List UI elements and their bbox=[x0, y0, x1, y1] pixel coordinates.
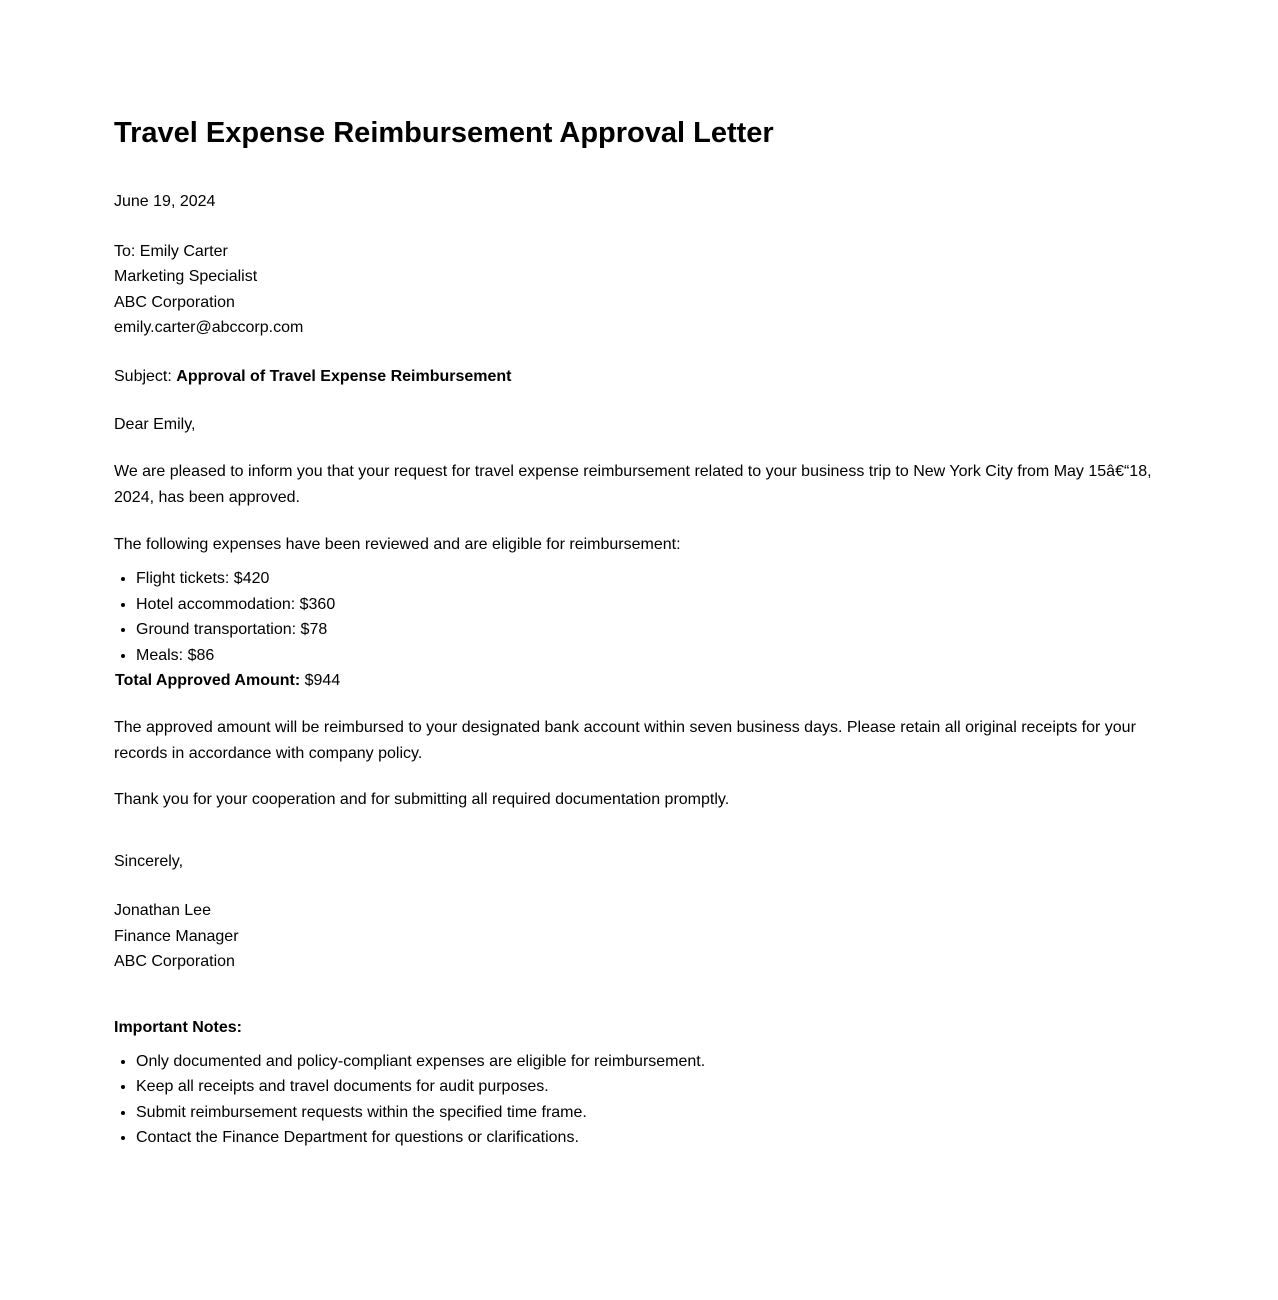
recipient-company: ABC Corporation bbox=[114, 293, 235, 311]
notes-heading: Important Notes: bbox=[114, 1019, 242, 1037]
total-label: Total Approved Amount: bbox=[115, 672, 301, 690]
signer-title: Finance Manager bbox=[114, 927, 239, 945]
signer-name: Jonathan Lee bbox=[114, 902, 211, 920]
note-item: • Contact the Finance Department for questions or clarifications. bbox=[136, 1125, 1164, 1151]
expenses-list bbox=[114, 566, 1164, 668]
intro-paragraph: We are pleased to inform you that your request for travel expense reimbursement related to your business trip to New York City from May 15â€“18, 2024, has been approved. bbox=[114, 463, 1152, 506]
notes-section bbox=[114, 1015, 1164, 1151]
note-item: • Only documented and policy-compliant expenses are eligible for reimbursement. bbox=[136, 1049, 1164, 1075]
expenses-intro: The following expenses have been reviewed and are eligible for reimbursement: bbox=[114, 536, 681, 554]
subject-line bbox=[114, 364, 1164, 390]
recipient-to: To: Emily Carter bbox=[114, 242, 228, 260]
total-value: $944 bbox=[304, 672, 341, 690]
total-approved bbox=[115, 668, 1164, 694]
closing: Sincerely, bbox=[114, 852, 184, 870]
note-item: • Submit reimbursement requests within the specified time frame. bbox=[136, 1100, 1164, 1126]
expense-item: • Flight tickets: $420 bbox=[136, 566, 1164, 592]
signer-company: ABC Corporation bbox=[114, 953, 235, 971]
signature-block bbox=[114, 898, 1164, 975]
subject-text: Approval of Travel Expense Reimbursement bbox=[176, 367, 512, 385]
recipient-block bbox=[114, 239, 1164, 341]
expense-item: • Hotel accommodation: $360 bbox=[136, 592, 1164, 618]
recipient-email: emily.carter@abccorp.com bbox=[114, 319, 304, 337]
page-title: Travel Expense Reimbursement Approval Letter bbox=[114, 117, 774, 149]
expense-item: • Ground transportation: $78 bbox=[136, 617, 1164, 643]
salutation: Dear Emily, bbox=[114, 415, 196, 433]
notes-list bbox=[114, 1049, 1164, 1151]
payment-paragraph: The approved amount will be reimbursed to your designated bank account within seven business days. Please retain all original receipts for your records in accordance with company policy. bbox=[114, 718, 1136, 762]
note-item: • Keep all receipts and travel documents for audit purposes. bbox=[136, 1074, 1164, 1100]
recipient-position: Marketing Specialist bbox=[114, 268, 258, 286]
thanks-paragraph: Thank you for your cooperation and for submitting all required documentation promptly. bbox=[114, 791, 730, 809]
subject-label: Subject: bbox=[114, 367, 172, 385]
letter-date: June 19, 2024 bbox=[114, 193, 216, 210]
expense-item: • Meals: $86 bbox=[136, 643, 1164, 669]
